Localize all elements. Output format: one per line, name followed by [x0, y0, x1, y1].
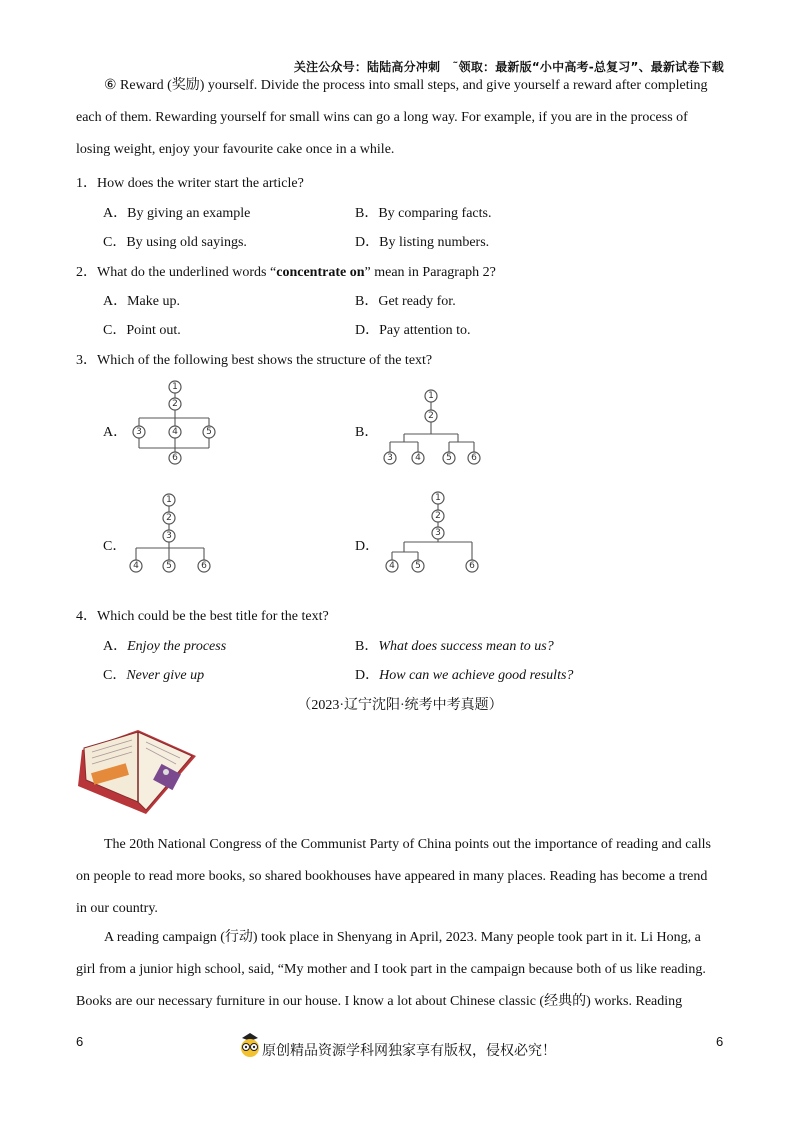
q4-option-d-label: D． — [355, 668, 380, 683]
passage-line: each of them. Rewarding yourself for small wins can go a long way. For example, if you are in the process of — [76, 110, 688, 125]
q2-stem-post: ” mean in Paragraph 2? — [364, 265, 496, 280]
q4-option-c-label: C． — [103, 668, 127, 683]
q4-option-b[interactable] — [355, 635, 554, 655]
passage-line: on people to read more books, so shared bookhouses have appeared in many places. Reading has become a trend — [76, 869, 708, 884]
node-1: 1 — [435, 493, 441, 503]
question-4-stem: 4．Which could be the best title for the text? — [76, 609, 329, 624]
node-6: 6 — [201, 561, 207, 571]
q1-option-d[interactable]: D．By listing numbers. — [355, 235, 490, 250]
q4-option-d-text: How can we achieve good results? — [379, 668, 574, 683]
header-note: 关注公众号：陆陆高分冲刺 ˜领取：最新版“小中高考-总复习”、最新试卷下载 — [293, 60, 724, 74]
owl-logo-icon — [236, 1032, 264, 1058]
node-3: 3 — [166, 531, 172, 541]
q2-stem-pre: 2．What do the underlined words “ — [76, 265, 277, 280]
q3-diagram-b — [378, 388, 488, 468]
question-1-stem: 1．How does the writer start the article? — [76, 176, 304, 191]
question-2-stem — [76, 261, 496, 281]
question-3-stem: 3．Which of the following best shows the structure of the text? — [76, 353, 433, 368]
q2-option-d[interactable]: D．Pay attention to. — [355, 323, 471, 338]
q4-option-a-text: Enjoy the process — [127, 639, 227, 654]
node-2: 2 — [172, 399, 178, 409]
q2-option-c[interactable]: C．Point out. — [103, 323, 181, 338]
q4-option-b-text: What does success mean to us? — [378, 639, 554, 654]
passage-line: A reading campaign (行动) took place in Shenyang in April, 2023. Many people took part in it. Li Hong, a — [104, 930, 701, 945]
passage-line: ⑥ Reward (奖励) yourself. Divide the process into small steps, and give yourself a reward after completing — [104, 78, 708, 93]
node-5: 5 — [166, 561, 172, 571]
q3-option-d-label[interactable]: D． — [355, 539, 380, 554]
node-1: 1 — [166, 495, 172, 505]
q4-option-c[interactable] — [103, 664, 204, 684]
q3-diagram-a — [125, 380, 225, 468]
node-3: 3 — [136, 427, 142, 437]
q1-option-b[interactable]: B．By comparing facts. — [355, 206, 492, 221]
passage-paragraph-6 — [76, 70, 724, 166]
node-2: 2 — [166, 513, 172, 523]
node-4: 4 — [133, 561, 139, 571]
passage-line: in our country. — [76, 901, 158, 916]
page-number-left: 6 — [76, 1034, 84, 1049]
node-5: 5 — [415, 561, 421, 571]
node-2: 2 — [428, 411, 434, 421]
copyright-notice: 原创精品资源学科网独家享有版权，侵权必究！ — [262, 1043, 556, 1059]
passage-line: losing weight, enjoy your favourite cake once in a while. — [76, 142, 395, 157]
page-number-right: 6 — [716, 1034, 724, 1049]
node-6: 6 — [471, 453, 477, 463]
q3-option-c-label[interactable]: C． — [103, 539, 127, 554]
exam-source: （2023·辽宁沈阳·统考中考真题） — [297, 698, 503, 713]
open-book-illustration — [76, 716, 200, 820]
node-5: 5 — [206, 427, 212, 437]
q4-option-c-text: Never give up — [126, 668, 205, 683]
q1-option-c[interactable]: C．By using old sayings. — [103, 235, 247, 250]
node-4: 4 — [415, 453, 421, 463]
node-2: 2 — [435, 511, 441, 521]
passage-line: girl from a junior high school, said, “My mother and I took part in the campaign because both of us like reading. — [76, 962, 706, 977]
passage-line: Books are our necessary furniture in our house. I know a lot about Chinese classic (经典的) works. Reading — [76, 994, 683, 1009]
q2-stem-keyword: concentrate on — [276, 265, 365, 280]
q4-option-b-label: B． — [355, 639, 379, 654]
node-4: 4 — [389, 561, 395, 571]
q1-option-a[interactable]: A．By giving an example — [103, 206, 251, 221]
node-6: 6 — [172, 453, 178, 463]
node-3: 3 — [435, 528, 441, 538]
q3-option-b-label[interactable]: B． — [355, 425, 379, 440]
q3-diagram-d — [376, 490, 486, 576]
node-3: 3 — [387, 453, 393, 463]
q2-option-b[interactable]: B．Get ready for. — [355, 294, 456, 309]
node-6: 6 — [469, 561, 475, 571]
passage-line: The 20th National Congress of the Communist Party of China points out the importance of reading and calls — [104, 837, 711, 852]
q4-option-a-label: A． — [103, 639, 128, 654]
q4-option-a[interactable] — [103, 635, 226, 655]
node-4: 4 — [172, 427, 178, 437]
node-1: 1 — [172, 382, 178, 392]
passage2-paragraph-1 — [76, 829, 724, 925]
passage2-paragraph-2 — [76, 922, 724, 1018]
node-5: 5 — [446, 453, 452, 463]
q3-option-a-label[interactable]: A． — [103, 425, 128, 440]
q4-option-d[interactable] — [355, 664, 573, 684]
node-1: 1 — [428, 391, 434, 401]
q2-option-a[interactable]: A．Make up. — [103, 294, 180, 309]
q3-diagram-c — [122, 492, 222, 576]
